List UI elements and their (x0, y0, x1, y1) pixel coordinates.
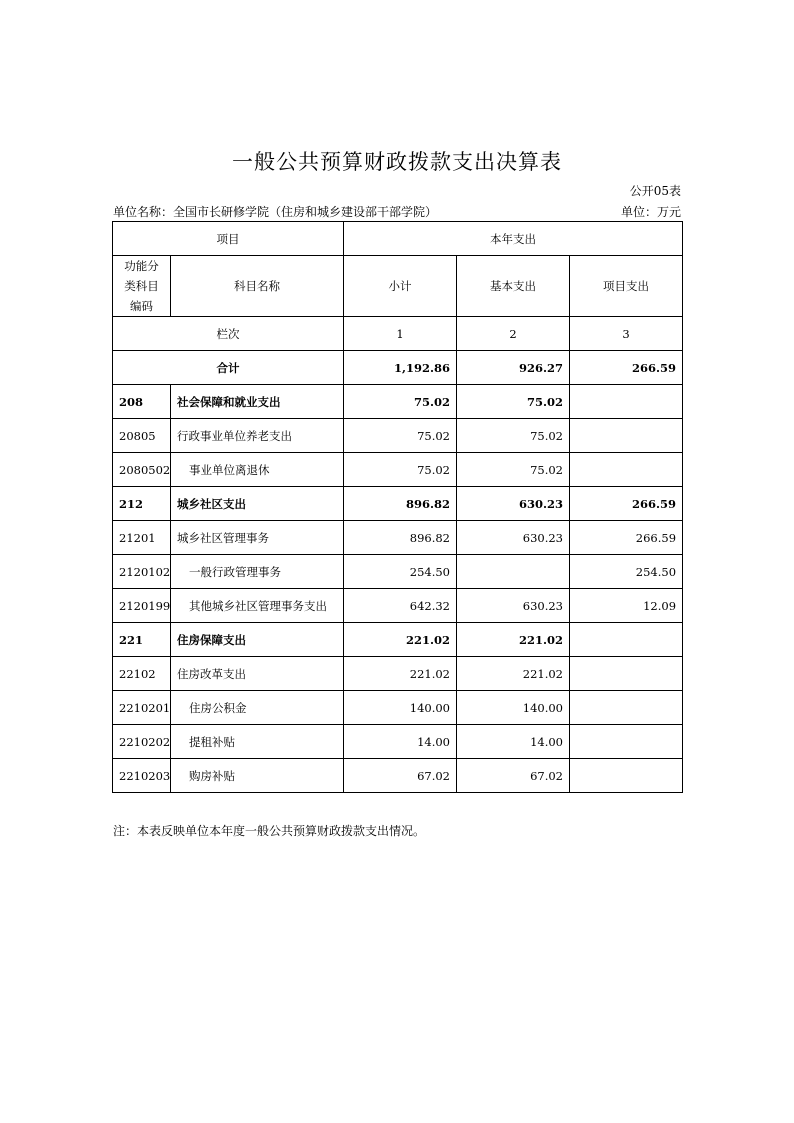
row-project: 266.59 (570, 487, 683, 521)
table-row (113, 725, 683, 759)
column-index-row (113, 317, 683, 351)
header-subtotal: 小计 (344, 256, 457, 317)
row-name: 城乡社区支出 (171, 487, 344, 521)
row-name: 社会保障和就业支出 (171, 385, 344, 419)
row-code: 21201 (113, 521, 171, 555)
table-row (113, 555, 683, 589)
row-name: 行政事业单位养老支出 (171, 419, 344, 453)
header-project-exp: 项目支出 (570, 256, 683, 317)
row-subtotal: 14.00 (344, 725, 457, 759)
currency-unit: 单位：万元 (620, 205, 681, 219)
row-code: 2120199 (113, 589, 171, 623)
row-name: 其他城乡社区管理事务支出 (171, 589, 344, 623)
expenditure-table (112, 221, 683, 793)
row-code: 221 (113, 623, 171, 657)
row-code: 208 (113, 385, 171, 419)
row-subtotal: 75.02 (344, 419, 457, 453)
row-subtotal: 896.82 (344, 487, 457, 521)
row-project (570, 623, 683, 657)
table-row (113, 419, 683, 453)
row-project (570, 725, 683, 759)
row-project (570, 691, 683, 725)
row-name: 提租补贴 (171, 725, 344, 759)
table-row (113, 487, 683, 521)
row-name: 事业单位离退休 (171, 453, 344, 487)
row-project (570, 453, 683, 487)
row-name: 住房保障支出 (171, 623, 344, 657)
row-subtotal: 642.32 (344, 589, 457, 623)
row-code: 20805 (113, 419, 171, 453)
row-basic: 75.02 (457, 453, 570, 487)
header-subject-name: 科目名称 (171, 256, 344, 317)
row-basic: 67.02 (457, 759, 570, 793)
row-subtotal: 75.02 (344, 453, 457, 487)
header-basic: 基本支出 (457, 256, 570, 317)
header-code-line1: 功能分 (124, 259, 159, 273)
row-subtotal: 140.00 (344, 691, 457, 725)
row-subtotal: 221.02 (344, 623, 457, 657)
row-name: 城乡社区管理事务 (171, 521, 344, 555)
table-row (113, 589, 683, 623)
unit-name: 单位名称：全国市长研修学院（住房和城乡建设部干部学院） (113, 205, 438, 219)
row-basic: 630.23 (457, 487, 570, 521)
row-project (570, 759, 683, 793)
row-basic (457, 555, 570, 589)
column-index-1: 1 (344, 317, 457, 351)
column-index-3: 3 (570, 317, 683, 351)
table-row (113, 623, 683, 657)
row-basic: 221.02 (457, 623, 570, 657)
table-note: 注：本表反映单位本年度一般公共预算财政拨款支出情况。 (113, 824, 426, 838)
row-project (570, 385, 683, 419)
row-subtotal: 75.02 (344, 385, 457, 419)
row-subtotal: 896.82 (344, 521, 457, 555)
row-project: 12.09 (570, 589, 683, 623)
row-code: 2210202 (113, 725, 171, 759)
total-project: 266.59 (570, 351, 683, 385)
header-code (113, 256, 171, 317)
header-row-1 (113, 222, 683, 256)
total-basic: 926.27 (457, 351, 570, 385)
row-project: 254.50 (570, 555, 683, 589)
row-code: 2210203 (113, 759, 171, 793)
row-subtotal: 254.50 (344, 555, 457, 589)
row-basic: 140.00 (457, 691, 570, 725)
table-row (113, 691, 683, 725)
row-basic: 75.02 (457, 419, 570, 453)
row-subtotal: 67.02 (344, 759, 457, 793)
row-code: 212 (113, 487, 171, 521)
header-project: 项目 (113, 222, 344, 256)
table-row (113, 385, 683, 419)
row-basic: 630.23 (457, 521, 570, 555)
row-basic: 14.00 (457, 725, 570, 759)
row-code: 2080502 (113, 453, 171, 487)
row-subtotal: 221.02 (344, 657, 457, 691)
table-row (113, 453, 683, 487)
row-basic: 75.02 (457, 385, 570, 419)
row-name: 住房公积金 (171, 691, 344, 725)
column-index-label: 栏次 (113, 317, 344, 351)
table-row (113, 521, 683, 555)
table-row (113, 657, 683, 691)
total-row (113, 351, 683, 385)
header-code-line2: 类科目 (124, 279, 159, 293)
row-name: 购房补贴 (171, 759, 344, 793)
total-label: 合计 (113, 351, 344, 385)
form-number: 公开05表 (629, 184, 681, 198)
row-name: 住房改革支出 (171, 657, 344, 691)
page-title: 一般公共预算财政拨款支出决算表 (232, 150, 562, 174)
row-code: 2210201 (113, 691, 171, 725)
header-row-2 (113, 256, 683, 317)
row-project (570, 419, 683, 453)
header-code-line3: 编码 (130, 299, 153, 313)
table-row (113, 759, 683, 793)
row-name: 一般行政管理事务 (171, 555, 344, 589)
total-subtotal: 1,192.86 (344, 351, 457, 385)
row-basic: 221.02 (457, 657, 570, 691)
column-index-2: 2 (457, 317, 570, 351)
row-code: 22102 (113, 657, 171, 691)
row-basic: 630.23 (457, 589, 570, 623)
row-code: 2120102 (113, 555, 171, 589)
row-project (570, 657, 683, 691)
header-current-year: 本年支出 (344, 222, 683, 256)
row-project: 266.59 (570, 521, 683, 555)
